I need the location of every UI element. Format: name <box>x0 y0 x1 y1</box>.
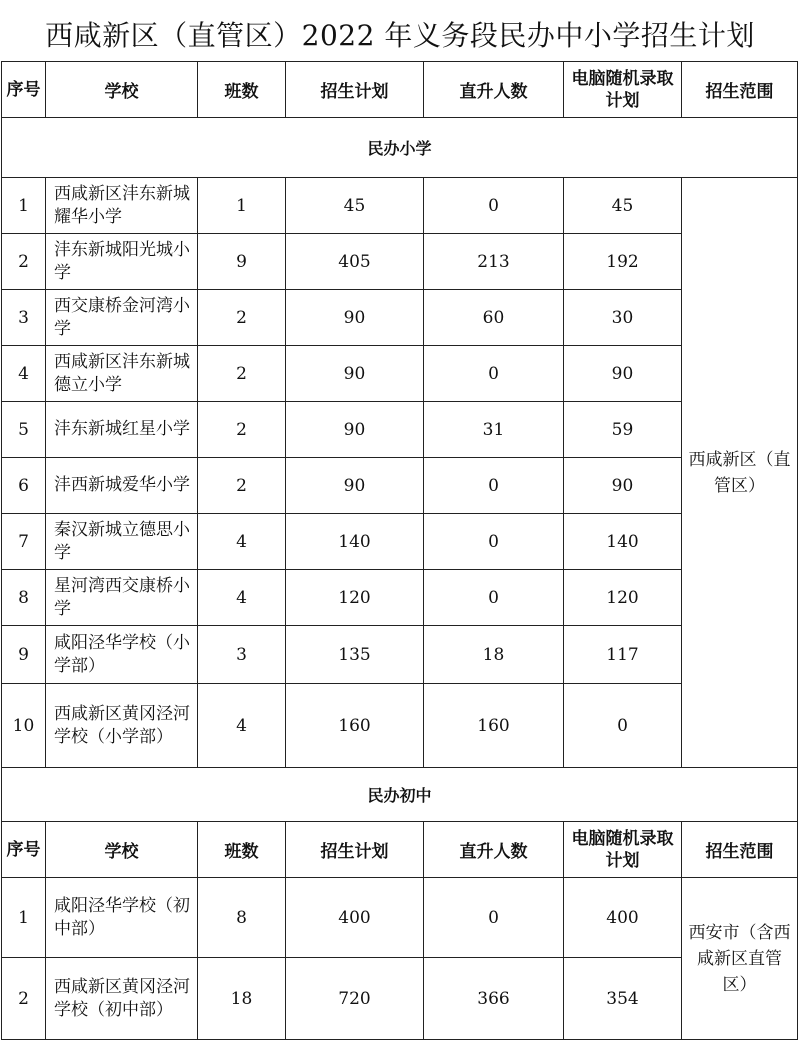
cell-range-middle: 西安市（含西咸新区直管区） <box>682 878 798 1040</box>
header-direct: 直升人数 <box>424 822 564 878</box>
cell-classes: 8 <box>198 878 286 958</box>
cell-seq: 9 <box>2 626 46 684</box>
page-title: 西咸新区（直管区）2022 年义务段民办中小学招生计划 <box>45 19 755 52</box>
cell-plan: 405 <box>286 234 424 290</box>
header-seq: 序号 <box>2 822 46 878</box>
cell-classes: 2 <box>198 346 286 402</box>
cell-school: 西咸新区沣东新城耀华小学 <box>46 178 198 234</box>
cell-school: 星河湾西交康桥小学 <box>46 570 198 626</box>
cell-seq: 1 <box>2 178 46 234</box>
cell-classes: 1 <box>198 178 286 234</box>
cell-seq: 2 <box>2 234 46 290</box>
cell-school: 西交康桥金河湾小学 <box>46 290 198 346</box>
table-row <box>2 234 798 290</box>
cell-school: 秦汉新城立德思小学 <box>46 514 198 570</box>
header-range: 招生范围 <box>682 62 798 118</box>
cell-school: 咸阳泾华学校（初中部） <box>46 878 198 958</box>
cell-seq: 6 <box>2 458 46 514</box>
cell-lottery: 400 <box>564 878 682 958</box>
cell-plan: 140 <box>286 514 424 570</box>
cell-school: 西咸新区沣东新城德立小学 <box>46 346 198 402</box>
header-school: 学校 <box>46 822 198 878</box>
cell-seq: 10 <box>2 684 46 768</box>
cell-classes: 18 <box>198 958 286 1040</box>
cell-lottery: 90 <box>564 346 682 402</box>
header-direct: 直升人数 <box>424 62 564 118</box>
cell-direct: 31 <box>424 402 564 458</box>
table-row <box>2 402 798 458</box>
cell-classes: 2 <box>198 290 286 346</box>
cell-direct: 0 <box>424 458 564 514</box>
cell-direct: 0 <box>424 878 564 958</box>
cell-school: 沣西新城爱华小学 <box>46 458 198 514</box>
table-row <box>2 458 798 514</box>
cell-seq: 2 <box>2 958 46 1040</box>
cell-classes: 2 <box>198 458 286 514</box>
cell-classes: 4 <box>198 570 286 626</box>
table-row <box>2 684 798 768</box>
header-lottery: 电脑随机录取计划 <box>564 62 682 118</box>
cell-school: 沣东新城阳光城小学 <box>46 234 198 290</box>
cell-seq: 5 <box>2 402 46 458</box>
cell-lottery: 354 <box>564 958 682 1040</box>
header-plan: 招生计划 <box>286 822 424 878</box>
cell-plan: 90 <box>286 346 424 402</box>
cell-plan: 90 <box>286 290 424 346</box>
cell-plan: 135 <box>286 626 424 684</box>
cell-plan: 720 <box>286 958 424 1040</box>
cell-seq: 8 <box>2 570 46 626</box>
section-row <box>2 768 798 822</box>
cell-seq: 3 <box>2 290 46 346</box>
cell-plan: 90 <box>286 458 424 514</box>
cell-lottery: 140 <box>564 514 682 570</box>
cell-plan: 160 <box>286 684 424 768</box>
section-row <box>2 118 798 178</box>
header-row <box>2 62 798 118</box>
cell-direct: 60 <box>424 290 564 346</box>
header-classes: 班数 <box>198 62 286 118</box>
cell-plan: 90 <box>286 402 424 458</box>
cell-classes: 9 <box>198 234 286 290</box>
table-row <box>2 570 798 626</box>
header-classes: 班数 <box>198 822 286 878</box>
cell-school: 西咸新区黄冈泾河学校（初中部） <box>46 958 198 1040</box>
table-row <box>2 958 798 1040</box>
cell-lottery: 192 <box>564 234 682 290</box>
header-plan: 招生计划 <box>286 62 424 118</box>
cell-school: 沣东新城红星小学 <box>46 402 198 458</box>
cell-direct: 0 <box>424 178 564 234</box>
cell-lottery: 30 <box>564 290 682 346</box>
table-row <box>2 878 798 958</box>
table-row <box>2 178 798 234</box>
cell-direct: 366 <box>424 958 564 1040</box>
section-middle-label: 民办初中 <box>2 768 798 822</box>
cell-lottery: 90 <box>564 458 682 514</box>
cell-seq: 7 <box>2 514 46 570</box>
header-lottery: 电脑随机录取计划 <box>564 822 682 878</box>
header-range: 招生范围 <box>682 822 798 878</box>
table-row <box>2 626 798 684</box>
table-row <box>2 514 798 570</box>
cell-range-primary: 西咸新区（直管区） <box>682 178 798 768</box>
cell-school: 西咸新区黄冈泾河学校（小学部） <box>46 684 198 768</box>
cell-lottery: 45 <box>564 178 682 234</box>
section-primary-label: 民办小学 <box>2 118 798 178</box>
table-row <box>2 290 798 346</box>
cell-classes: 2 <box>198 402 286 458</box>
cell-plan: 400 <box>286 878 424 958</box>
enrollment-table <box>1 61 798 1040</box>
header-seq: 序号 <box>2 62 46 118</box>
cell-direct: 0 <box>424 346 564 402</box>
cell-seq: 1 <box>2 878 46 958</box>
cell-lottery: 117 <box>564 626 682 684</box>
header-row <box>2 822 798 878</box>
cell-classes: 4 <box>198 514 286 570</box>
cell-lottery: 120 <box>564 570 682 626</box>
cell-classes: 3 <box>198 626 286 684</box>
cell-classes: 4 <box>198 684 286 768</box>
cell-direct: 18 <box>424 626 564 684</box>
cell-direct: 213 <box>424 234 564 290</box>
cell-direct: 0 <box>424 514 564 570</box>
table-row <box>2 346 798 402</box>
cell-direct: 0 <box>424 570 564 626</box>
cell-direct: 160 <box>424 684 564 768</box>
cell-seq: 4 <box>2 346 46 402</box>
header-school: 学校 <box>46 62 198 118</box>
cell-school: 咸阳泾华学校（小学部） <box>46 626 198 684</box>
cell-lottery: 59 <box>564 402 682 458</box>
cell-plan: 45 <box>286 178 424 234</box>
cell-lottery: 0 <box>564 684 682 768</box>
cell-plan: 120 <box>286 570 424 626</box>
